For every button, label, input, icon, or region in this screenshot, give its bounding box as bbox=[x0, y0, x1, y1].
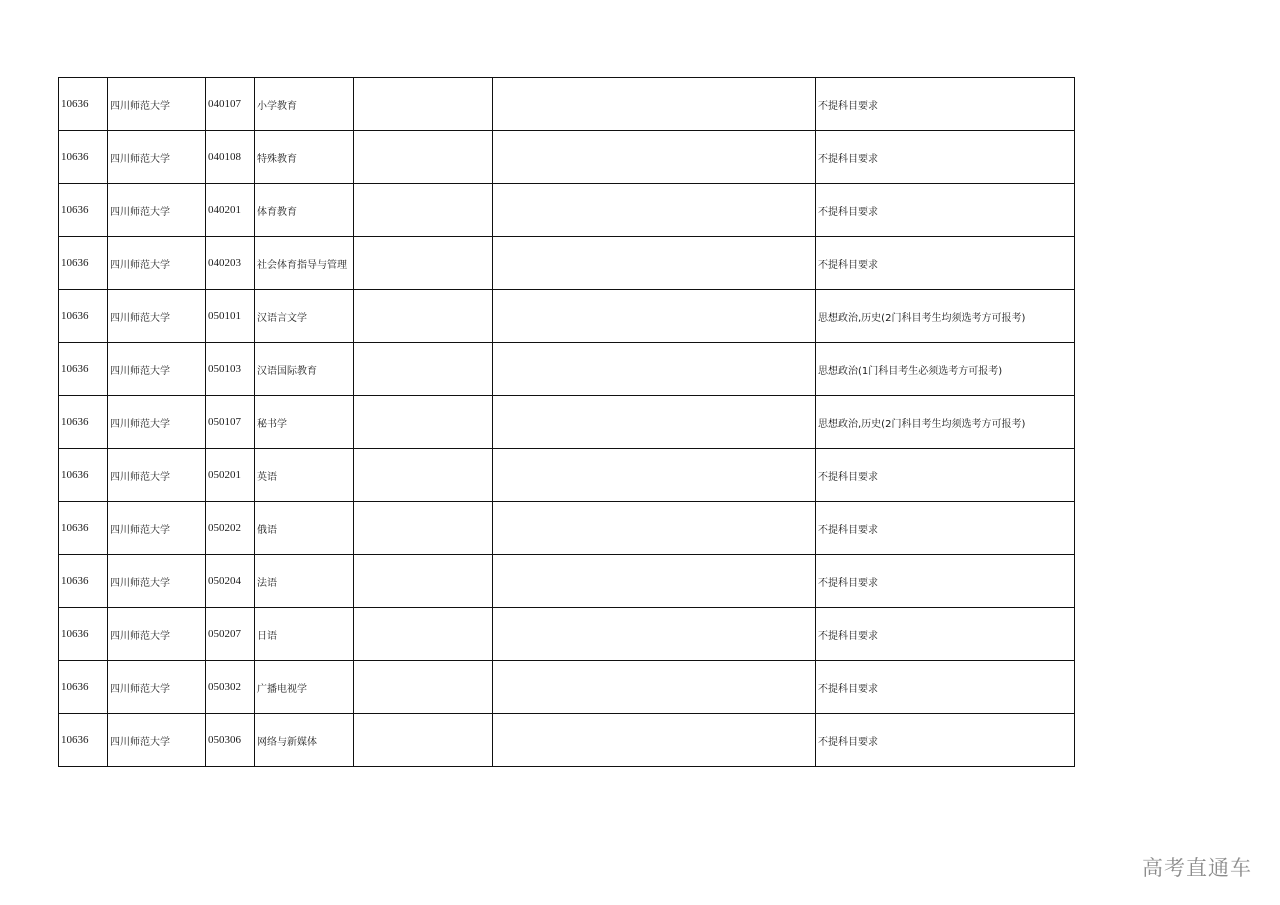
school-name-cell: 四川师范大学 bbox=[108, 131, 206, 184]
major-code-cell: 050302 bbox=[206, 661, 255, 714]
table-row bbox=[59, 78, 1075, 131]
school-name-cell: 四川师范大学 bbox=[108, 555, 206, 608]
major-name-cell: 汉语国际教育 bbox=[255, 343, 354, 396]
blank-cell bbox=[354, 184, 493, 237]
blank-cell bbox=[354, 608, 493, 661]
school-name-cell: 四川师范大学 bbox=[108, 343, 206, 396]
blank-cell bbox=[354, 131, 493, 184]
major-name-cell: 特殊教育 bbox=[255, 131, 354, 184]
blank-cell bbox=[354, 237, 493, 290]
table-row bbox=[59, 184, 1075, 237]
table-row bbox=[59, 714, 1075, 767]
table-row bbox=[59, 608, 1075, 661]
major-code-cell: 050107 bbox=[206, 396, 255, 449]
subject-requirement-cell: 不提科目要求 bbox=[816, 78, 1075, 131]
major-name-cell: 秘书学 bbox=[255, 396, 354, 449]
major-name-cell: 体育教育 bbox=[255, 184, 354, 237]
blank-cell bbox=[493, 714, 816, 767]
table-row bbox=[59, 290, 1075, 343]
subject-requirement-cell: 不提科目要求 bbox=[816, 714, 1075, 767]
subject-requirement-cell: 不提科目要求 bbox=[816, 555, 1075, 608]
school-name-cell: 四川师范大学 bbox=[108, 78, 206, 131]
table-row bbox=[59, 343, 1075, 396]
blank-cell bbox=[354, 290, 493, 343]
major-name-cell: 法语 bbox=[255, 555, 354, 608]
table-row bbox=[59, 396, 1075, 449]
school-name-cell: 四川师范大学 bbox=[108, 184, 206, 237]
school-code-cell: 10636 bbox=[59, 449, 108, 502]
blank-cell bbox=[493, 237, 816, 290]
blank-cell bbox=[354, 343, 493, 396]
major-name-cell: 汉语言文学 bbox=[255, 290, 354, 343]
subject-requirement-cell: 不提科目要求 bbox=[816, 502, 1075, 555]
blank-cell bbox=[354, 502, 493, 555]
school-code-cell: 10636 bbox=[59, 343, 108, 396]
blank-cell bbox=[493, 184, 816, 237]
school-code-cell: 10636 bbox=[59, 555, 108, 608]
major-name-cell: 社会体育指导与管理 bbox=[255, 237, 354, 290]
school-name-cell: 四川师范大学 bbox=[108, 290, 206, 343]
major-code-cell: 050201 bbox=[206, 449, 255, 502]
school-name-cell: 四川师范大学 bbox=[108, 714, 206, 767]
table-row bbox=[59, 131, 1075, 184]
major-code-cell: 050202 bbox=[206, 502, 255, 555]
subject-requirement-cell: 思想政治,历史(2门科目考生均须选考方可报考) bbox=[816, 396, 1075, 449]
school-name-cell: 四川师范大学 bbox=[108, 661, 206, 714]
table-row bbox=[59, 449, 1075, 502]
school-code-cell: 10636 bbox=[59, 396, 108, 449]
school-code-cell: 10636 bbox=[59, 608, 108, 661]
blank-cell bbox=[493, 343, 816, 396]
major-code-cell: 050306 bbox=[206, 714, 255, 767]
major-code-cell: 050204 bbox=[206, 555, 255, 608]
blank-cell bbox=[493, 555, 816, 608]
major-name-cell: 日语 bbox=[255, 608, 354, 661]
blank-cell bbox=[493, 290, 816, 343]
major-name-cell: 网络与新媒体 bbox=[255, 714, 354, 767]
blank-cell bbox=[354, 555, 493, 608]
major-code-cell: 050207 bbox=[206, 608, 255, 661]
school-code-cell: 10636 bbox=[59, 502, 108, 555]
major-name-cell: 俄语 bbox=[255, 502, 354, 555]
blank-cell bbox=[493, 131, 816, 184]
school-name-cell: 四川师范大学 bbox=[108, 449, 206, 502]
subject-requirement-cell: 不提科目要求 bbox=[816, 449, 1075, 502]
school-code-cell: 10636 bbox=[59, 131, 108, 184]
subject-requirement-cell: 不提科目要求 bbox=[816, 608, 1075, 661]
major-code-cell: 040108 bbox=[206, 131, 255, 184]
blank-cell bbox=[493, 608, 816, 661]
school-code-cell: 10636 bbox=[59, 290, 108, 343]
table-row bbox=[59, 502, 1075, 555]
major-code-cell: 040201 bbox=[206, 184, 255, 237]
blank-cell bbox=[493, 396, 816, 449]
major-code-cell: 050103 bbox=[206, 343, 255, 396]
major-name-cell: 广播电视学 bbox=[255, 661, 354, 714]
school-name-cell: 四川师范大学 bbox=[108, 396, 206, 449]
subject-requirement-cell: 不提科目要求 bbox=[816, 131, 1075, 184]
table-row bbox=[59, 237, 1075, 290]
school-name-cell: 四川师范大学 bbox=[108, 237, 206, 290]
blank-cell bbox=[354, 449, 493, 502]
blank-cell bbox=[354, 78, 493, 131]
watermark-text: 高考直通车 bbox=[1142, 856, 1252, 880]
blank-cell bbox=[493, 502, 816, 555]
major-name-cell: 英语 bbox=[255, 449, 354, 502]
subject-requirement-cell: 不提科目要求 bbox=[816, 237, 1075, 290]
blank-cell bbox=[493, 78, 816, 131]
blank-cell bbox=[354, 396, 493, 449]
school-code-cell: 10636 bbox=[59, 78, 108, 131]
major-code-cell: 050101 bbox=[206, 290, 255, 343]
school-code-cell: 10636 bbox=[59, 661, 108, 714]
school-code-cell: 10636 bbox=[59, 237, 108, 290]
subject-requirement-cell: 不提科目要求 bbox=[816, 661, 1075, 714]
school-code-cell: 10636 bbox=[59, 714, 108, 767]
school-name-cell: 四川师范大学 bbox=[108, 608, 206, 661]
subject-requirement-cell: 思想政治,历史(2门科目考生均须选考方可报考) bbox=[816, 290, 1075, 343]
subject-requirement-table bbox=[58, 77, 1075, 767]
blank-cell bbox=[493, 661, 816, 714]
major-code-cell: 040203 bbox=[206, 237, 255, 290]
major-code-cell: 040107 bbox=[206, 78, 255, 131]
subject-requirement-cell: 思想政治(1门科目考生必须选考方可报考) bbox=[816, 343, 1075, 396]
major-name-cell: 小学教育 bbox=[255, 78, 354, 131]
table-body bbox=[59, 78, 1075, 767]
blank-cell bbox=[354, 661, 493, 714]
table-row bbox=[59, 661, 1075, 714]
table-row bbox=[59, 555, 1075, 608]
subject-requirement-cell: 不提科目要求 bbox=[816, 184, 1075, 237]
blank-cell bbox=[354, 714, 493, 767]
school-name-cell: 四川师范大学 bbox=[108, 502, 206, 555]
school-code-cell: 10636 bbox=[59, 184, 108, 237]
blank-cell bbox=[493, 449, 816, 502]
